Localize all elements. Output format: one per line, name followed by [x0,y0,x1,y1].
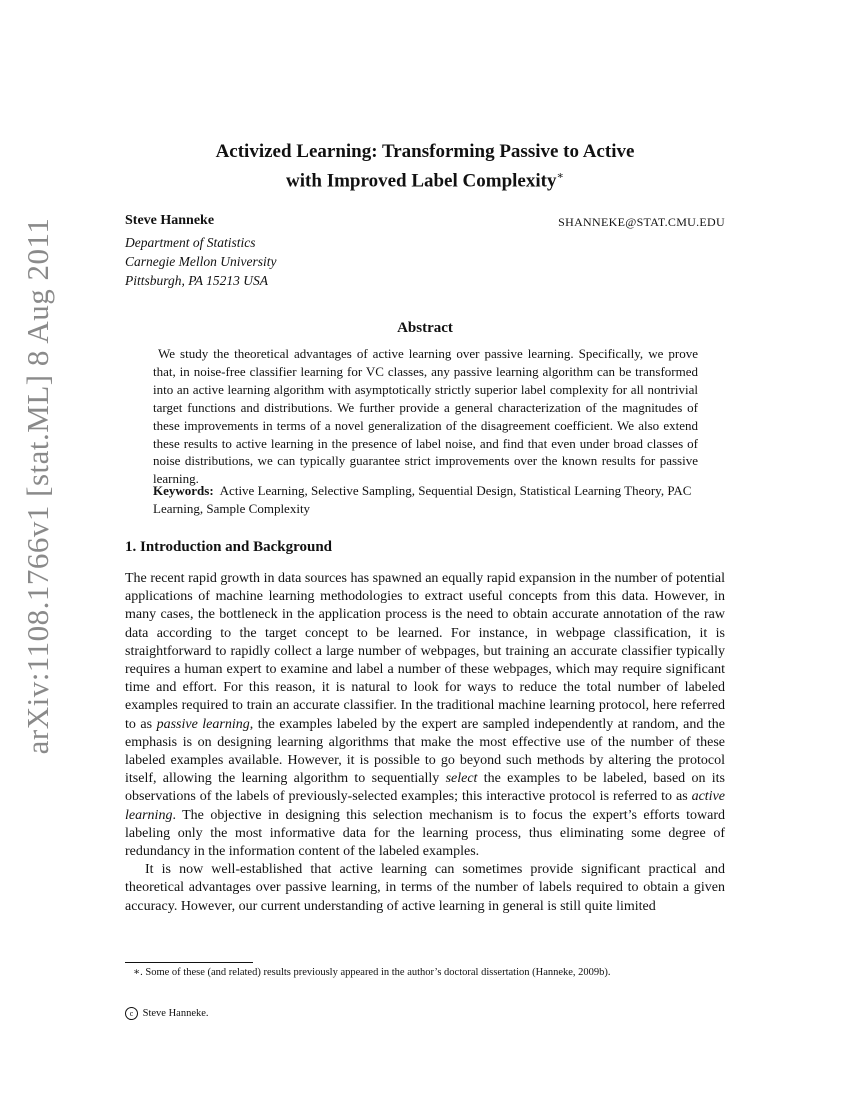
footnote: ∗. Some of these (and related) results previously appeared in the author’s doctoral dissertation (Hanneke, 2009b). [133,967,611,978]
abstract-body [153,345,698,488]
keywords [153,482,698,518]
title-line-1: Activized Learning: Transforming Passive to Active [215,141,635,162]
p1-em-passive: passive learning [156,716,250,732]
affiliation-department: Department of Statistics [125,235,256,250]
abstract-text: We study the theoretical advantages of active learning over passive learning. Specifically, we prove that, in noise-free classifier learning for VC classes, any passive learning algorithm can be transformed into an active learning algorithm with asymptotically strictly superior label complexity for all nontrivial target functions and distributions. We further provide a general characterization of the magnitudes of these improvements in terms of a novel generalization of the disagreement coefficient. We also extend these results to active learning in the presence of label noise, and find that even under broad classes of noise distributions, we can typically guarantee strict improvements over the known results for passive learning. [153,346,698,487]
paragraph-1 [125,570,725,861]
p1-em-select: select [445,771,478,787]
footnote-rule [125,962,253,963]
p1-part4: . The objective in designing this selection mechanism is to focus the expert’s efforts toward labeling only the most informative data for the learning process, thus eliminating some degree of redundancy in the information content of the labeled examples. [125,807,725,860]
affiliation-university: Carnegie Mellon University [125,254,277,269]
affiliation-address: Pittsburgh, PA 15213 USA [125,273,269,288]
p1-em-active: active learning [125,789,725,823]
title-line-2 [125,164,725,193]
p1-part1: The recent rapid growth in data sources has spawned an equally rapid expansion in the number of potential applications of machine learning methodologies to extract useful concepts from this data. However, in many cases, the bottleneck in the application process is the need to obtain accurate annotation of the raw data according to the target concept to be learned. For instance, in webpage classification, it is straightforward to rapidly collect a large number of webpages, but training an accurate classifier typically requires a human expert to examine and label a number of these webpages, which may require significant time and effort. For this reason, it is natural to look for ways to reduce the total number of labeled examples required to train an accurate classifier. In the traditional machine learning protocol, here referred to as [125,571,725,732]
paper-title [125,139,725,193]
author-name: Steve Hanneke [125,213,215,228]
keywords-label: Keywords: [153,483,214,498]
copyright-icon: c [125,1007,138,1020]
keywords-list: Active Learning, Selective Sampling, Sequential Design, Statistical Learning Theory, PAC Learning, Sample Complexity [153,483,692,516]
abstract-heading: Abstract [397,320,453,336]
title-line-2-text: with Improved Label Complexity [286,170,557,192]
author-email: SHANNEKE@STAT.CMU.EDU [558,215,725,229]
copyright-text: Steve Hanneke. [142,1007,209,1019]
arxiv-stamp: arXiv:1108.1766v1 [stat.ML] 8 Aug 2011 [20,217,55,755]
section-body [125,570,725,916]
paragraph-2: It is now well-established that active learning can sometimes provide significant practical and theoretical advantages over passive learning, in terms of the number of labels required to obtain a given accuracy. However, our current understanding of active learning in general is still quite limited [125,862,725,914]
p1-part3: the examples to be labeled, based on its observations of the labels of previously-selected examples; this interactive protocol is referred to as [125,771,725,805]
p1-part2: , the examples labeled by the expert are sampled independently at random, and the emphasis is on designing learning algorithms that make the most effective use of the number of these labeled examples available. However, it is possible to go beyond such methods by altering the protocol itself, allowing the learning algorithm to sequentially [125,716,726,787]
author-affiliation [125,233,276,290]
copyright [125,1007,209,1020]
title-footnote-mark: ∗ [556,170,564,182]
section-heading: 1. Introduction and Background [125,539,333,555]
